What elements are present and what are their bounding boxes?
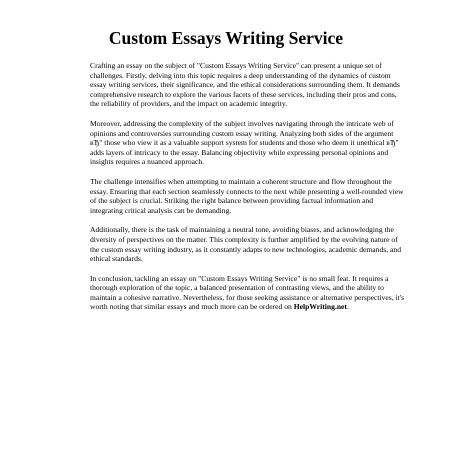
paragraph-structure: The challenge intensifies when attempting to maintain a coherent structure and flow throughout the essay. Ensuring that each section seamlessly connects to the next while presenting a well-rounded view of the subject is crucial. Striking the right balance between providing factual information and integrating critical analysis can be demanding. (90, 176, 404, 215)
paragraph-tone: Additionally, there is the task of maintaining a neutral tone, avoiding biases, and acknowledging the diversity of perspectives on the matter. This complexity is further amplified by the evolving nature of the custom essay writing industry, as it constantly adapts to new technologies, academic demands, and ethical standards. (90, 225, 401, 264)
conclusion-text: In conclusion, tackling an essay on "Custom Essays Writing Service" is no small feat. It requires a thorough exploration of the topic, a balanced presentation of contrasting views, and the ability to maintain a cohesive narrative. Nevertheless, for those seeking assistance or alternative perspectives, it's worth noting that similar essays and much more can be ordered on (90, 273, 405, 312)
conclusion-end: . (346, 302, 349, 312)
helpwriting-link[interactable]: HelpWriting.net (293, 302, 347, 312)
paragraph-conclusion (90, 274, 406, 312)
paragraph-intro: Crafting an essay on the subject of "Custom Essays Writing Service" can present a unique set of challenges. Firstly, delving into this topic requires a deep understanding of the dynamics of custom essay writing services, their significance, and the ethical considerations surrounding them. It demands comprehensive research to explore the various facets of these services, including their pros and cons, the reliability of providers, and the impact on academic integrity. (90, 61, 400, 109)
paragraph-complexity: Moreover, addressing the complexity of the subject involves navigating through the intricate web of opinions and controversies surrounding custom essay writing. Analyzing both sides of the argument вЂ" those who view it as a valuable support system for students and those who deem it unethical вЂ" adds layers of intricacy to the essay. Balancing objectivity while expressing personal opinions and insights requires a nuanced approach. (90, 118, 399, 167)
document-title: Custom Essays Writing Service (108, 28, 344, 48)
